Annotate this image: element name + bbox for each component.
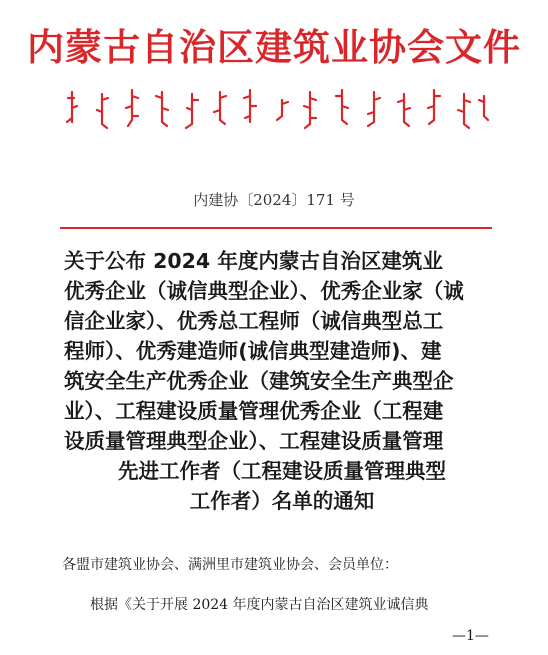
mongolian-glyph bbox=[458, 94, 470, 128]
mongolian-glyph bbox=[67, 92, 77, 122]
mongolian-glyph bbox=[126, 90, 138, 126]
title-line: 优秀企业（诚信典型企业）、优秀企业家（诚 bbox=[64, 279, 464, 303]
title-line: 工作者）名单的通知 bbox=[189, 489, 375, 513]
title-line: 业）、工程建设质量管理优秀企业（工程建 bbox=[64, 399, 444, 423]
mongolian-glyph bbox=[398, 94, 410, 126]
mongolian-glyph bbox=[156, 92, 168, 126]
document-number: 内建协〔2024〕171 号 bbox=[193, 191, 355, 209]
mongolian-glyph bbox=[214, 92, 226, 124]
mongolian-glyph bbox=[244, 90, 256, 122]
document-title bbox=[64, 246, 500, 516]
title-line: 设质量管理典型企业）、工程建设质量管理 bbox=[64, 429, 444, 453]
mongolian-glyph bbox=[368, 92, 380, 126]
mongolian-glyph bbox=[336, 90, 348, 124]
mongolian-script-seal bbox=[60, 86, 492, 132]
masthead-title: 内蒙古自治区建筑业协会文件 bbox=[27, 26, 521, 69]
title-line: 信企业家）、优秀总工程师（诚信典型总工 bbox=[64, 309, 444, 333]
mongolian-glyph bbox=[277, 100, 288, 120]
mongolian-glyph bbox=[479, 96, 488, 120]
body-paragraph: 根据《关于开展 2024 年度内蒙古自治区建筑业诚信典 bbox=[90, 597, 429, 613]
title-line: 程师）、优秀建造师(诚信典型建造师)、建 bbox=[64, 339, 442, 363]
red-divider-rule bbox=[60, 227, 492, 229]
page-number: —1— bbox=[452, 628, 489, 644]
title-line: 筑安全生产优秀企业（建筑安全生产典型企 bbox=[64, 369, 454, 393]
title-line: 先进工作者（工程建设质量管理典型 bbox=[118, 459, 446, 483]
mongolian-glyph bbox=[186, 94, 198, 128]
mongolian-glyph bbox=[97, 94, 108, 128]
mongolian-glyph bbox=[428, 90, 440, 124]
mongolian-glyph bbox=[304, 92, 316, 128]
title-line: 关于公布 2024 年度内蒙古自治区建筑业 bbox=[64, 249, 443, 273]
salutation: 各盟市建筑业协会、满洲里市建筑业协会、会员单位： bbox=[62, 557, 398, 573]
